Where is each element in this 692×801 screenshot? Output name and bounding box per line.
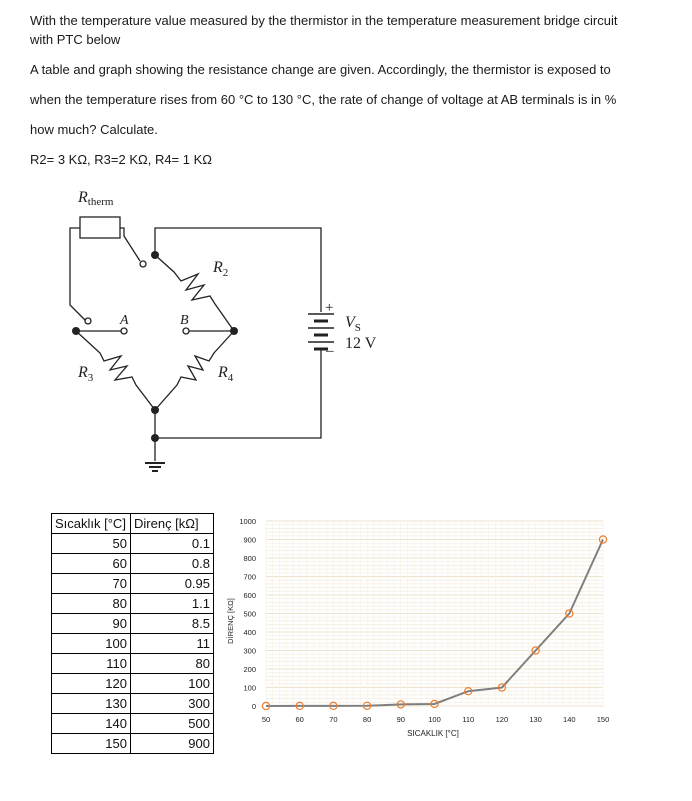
y-tick-labels: [239, 517, 256, 711]
wire-top-rail: [155, 228, 321, 312]
problem-line-5: how much? Calculate.: [30, 122, 158, 137]
resistor-values: R2= 3 KΩ, R3=2 KΩ, R4= 1 KΩ: [30, 152, 212, 167]
thermistor-lead-right: [120, 228, 140, 261]
problem-line-4: when the temperature rises from 60 °C to 130 °C, the rate of change of voltage at AB terminals is in %: [30, 92, 617, 107]
y-tick-label: 300: [243, 646, 256, 656]
temperature-cell: 50: [52, 534, 131, 554]
table-row: [52, 714, 214, 734]
x-tick-label: 80: [362, 715, 372, 724]
y-tick-label: 700: [243, 572, 256, 582]
x-tick-label: 70: [329, 715, 338, 724]
x-tick-labels: [262, 715, 609, 724]
temperature-cell: 130: [52, 694, 131, 714]
temperature-cell: 110: [52, 654, 131, 674]
temperature-cell: 70: [52, 574, 131, 594]
resistance-cell: 80: [131, 654, 214, 674]
x-tick-label: 110: [462, 715, 475, 724]
x-tick-label: 150: [596, 715, 610, 724]
y-tick-label: 900: [243, 535, 256, 545]
table-row: [52, 694, 214, 714]
x-tick-label: 140: [563, 715, 576, 724]
wire-bottom-rail: [155, 350, 321, 438]
header-temperature: Sıcaklık [°C]: [52, 514, 131, 534]
thermistor-lead-left: [70, 228, 85, 320]
resistance-cell: 1.1: [131, 594, 214, 614]
table-row: [52, 594, 214, 614]
resistance-cell: 8.5: [131, 614, 214, 634]
table-row: [52, 554, 214, 574]
rtherm-label: Rtherm: [78, 189, 114, 208]
resistor-r3: [76, 331, 155, 410]
thermistor-resistor: [80, 217, 120, 238]
node-a-terminal: [121, 328, 127, 334]
r2-label: $R_2$: [213, 259, 229, 279]
resistance-table: [51, 513, 214, 754]
node-b-label: B: [180, 313, 189, 328]
table-row: [52, 734, 214, 754]
table-row: [52, 634, 214, 654]
x-tick-label: 100: [428, 715, 441, 724]
x-tick-label: 120: [495, 715, 509, 724]
resistance-cell: 900: [131, 734, 214, 754]
x-tick-label: 50: [261, 715, 271, 724]
y-axis-label: DİRENÇ [KΩ]: [226, 598, 235, 644]
y-tick-label: 100: [243, 683, 256, 693]
problem-line-2: with PTC below: [30, 32, 121, 47]
x-tick-label: 90: [396, 715, 405, 724]
temperature-cell: 100: [52, 634, 131, 654]
y-tick-label: 500: [243, 609, 256, 619]
table-row: [52, 674, 214, 694]
resistance-cell: 100: [131, 674, 214, 694]
battery-plus: +: [325, 300, 334, 316]
table-row: [52, 534, 214, 554]
resistance-cell: 0.8: [131, 554, 214, 574]
problem-line-1: With the temperature value measured by the thermistor in the temperature measurement bridge circuit: [30, 13, 618, 28]
node-b-terminal: [183, 328, 189, 334]
x-tick-label: 60: [295, 715, 304, 724]
temperature-cell: 90: [52, 614, 131, 634]
table-row: [52, 574, 214, 594]
y-tick-label: 0: [251, 702, 256, 711]
r4-label: $R_4$: [218, 364, 234, 384]
temperature-cell: 140: [52, 714, 131, 734]
y-tick-label: 600: [243, 591, 256, 600]
problem-line-3: A table and graph showing the resistance change are given. Accordingly, the thermistor is exposed to: [30, 62, 611, 77]
vs-value: 12 V: [345, 335, 377, 352]
temperature-cell: 120: [52, 674, 131, 694]
node-a-label: A: [120, 313, 129, 328]
y-tick-label: 200: [243, 665, 256, 674]
table-row: [52, 614, 214, 634]
resistance-cell: 500: [131, 714, 214, 734]
vs-label: $V_S$: [345, 314, 361, 334]
resistance-cell: 300: [131, 694, 214, 714]
resistance-cell: 0.1: [131, 534, 214, 554]
y-tick-label: 800: [243, 554, 256, 563]
x-tick-label: 130: [529, 715, 542, 724]
resistance-cell: 0.95: [131, 574, 214, 594]
temperature-cell: 150: [52, 734, 131, 754]
temperature-cell: 80: [52, 594, 131, 614]
table-header-row: [52, 514, 214, 534]
resistance-cell: 11: [131, 634, 214, 654]
y-tick-label: 400: [243, 628, 256, 637]
resistance-chart: [222, 508, 622, 748]
y-tick-label: 1000: [239, 517, 256, 526]
chart-grid: [266, 521, 603, 706]
table-row: [52, 654, 214, 674]
x-axis-label: SICAKLIK [°C]: [407, 729, 459, 738]
temperature-cell: 60: [52, 554, 131, 574]
r3-label: $R_3$: [78, 364, 94, 384]
battery-minus: –: [326, 343, 334, 359]
header-resistance: Direnç [kΩ]: [131, 514, 214, 534]
